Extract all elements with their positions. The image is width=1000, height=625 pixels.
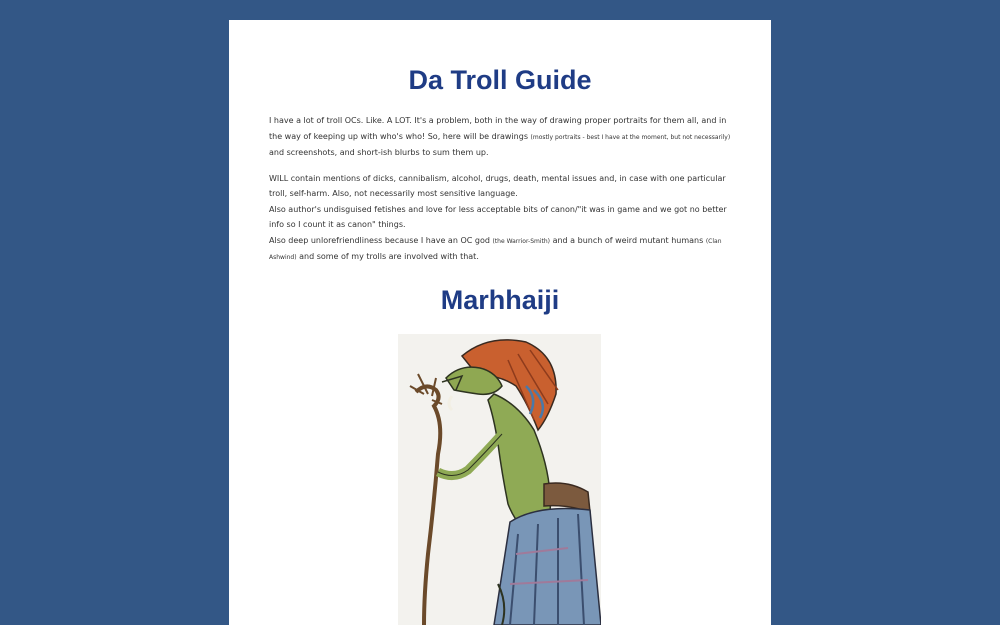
intro-paragraph-1 xyxy=(269,113,736,161)
intro-text-2: and screenshots, and short-ish blurbs to sum them up. xyxy=(269,148,489,157)
troll-drawing xyxy=(398,334,601,625)
lore-note-text-1: Also deep unlorefriendliness because I have an OC god xyxy=(269,235,490,245)
intro-paragraph-2 xyxy=(269,171,736,266)
section-title-marhhaiji: Marhhaiji xyxy=(440,285,560,315)
lore-note-text-3: and some of my trolls are involved with that. xyxy=(299,252,479,261)
aside-clan-ashwind: (Clan Ashwind) xyxy=(269,237,722,261)
intro-text xyxy=(269,113,736,276)
fetish-note-line: Also author's undisguised fetishes and love for less acceptable bits of canon/"it was in game and we got no better info so I count it as canon" things. xyxy=(269,204,727,229)
aside-warrior-smith: (the Warrior-Smith) xyxy=(492,237,551,245)
lore-note-text-2: and a bunch of weird mutant humans xyxy=(552,235,704,245)
content-warning-line: WILL contain mentions of dicks, cannibalism, alcohol, drugs, death, mental issues and, in case with one particular troll, self-harm. Also, not necessarily most sensitive language. xyxy=(269,173,726,198)
troll-portrait-image xyxy=(398,334,601,625)
intro-text-1: I have a lot of troll OCs. Like. A LOT. It's a problem, both in the way of drawing proper portraits for them all, and in the way of keeping up with who's who! So, here will be drawings xyxy=(269,116,727,141)
page-title: Da Troll Guide xyxy=(408,65,592,95)
page-content xyxy=(229,20,771,625)
intro-aside-portraits: (mostly portraits - best I have at the moment, but not necessarily) xyxy=(530,133,731,141)
